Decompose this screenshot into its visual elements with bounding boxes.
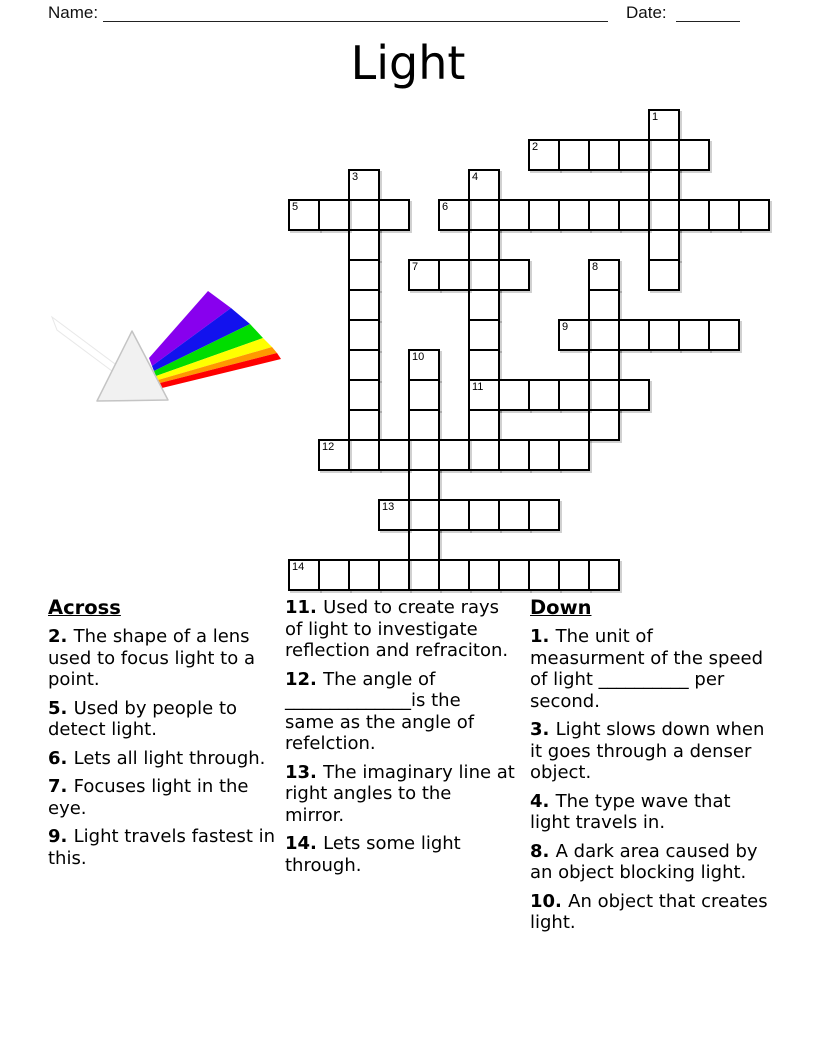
crossword-cell[interactable]: [738, 199, 770, 231]
crossword-cell[interactable]: [618, 139, 650, 171]
cell-number: 4: [472, 171, 479, 183]
crossword-cell[interactable]: [558, 199, 590, 231]
crossword-cell[interactable]: [708, 199, 740, 231]
across-clues-list-1: [48, 626, 276, 869]
clue-item-13: 13. The imaginary line at right angles to the mirror.: [285, 761, 515, 826]
crossword-cell[interactable]: [468, 559, 500, 591]
cell-number: 14: [292, 561, 305, 573]
date-label: Date:: [626, 3, 667, 22]
crossword-cell[interactable]: [498, 379, 530, 411]
clue-number-label: 14.: [285, 833, 324, 854]
clue-item-14: 14. Lets some light through.: [285, 833, 461, 876]
crossword-cell[interactable]: [708, 319, 740, 351]
clue-number-label: 3.: [530, 719, 556, 740]
crossword-cell[interactable]: [438, 439, 470, 471]
crossword-cell[interactable]: [288, 559, 320, 591]
crossword-cell[interactable]: [528, 379, 560, 411]
crossword-cell[interactable]: [348, 379, 380, 411]
crossword-cell[interactable]: [438, 259, 470, 291]
crossword-cell[interactable]: [408, 529, 440, 561]
cell-number: 5: [292, 201, 299, 213]
cell-number: 6: [442, 201, 449, 213]
crossword-cell[interactable]: [618, 319, 650, 351]
clue-number-label: 1.: [530, 626, 556, 647]
crossword-cell[interactable]: [378, 439, 410, 471]
crossword-cell[interactable]: [648, 169, 680, 201]
crossword-cell[interactable]: [468, 169, 500, 201]
crossword-cell[interactable]: [408, 499, 440, 531]
clue-item-5: 5. Used by people to detect light.: [48, 697, 238, 740]
crossword-cell[interactable]: [678, 319, 710, 351]
page-title: Light: [350, 36, 466, 90]
crossword-cell[interactable]: [348, 559, 380, 591]
crossword-cell[interactable]: [558, 319, 590, 351]
crossword-cell[interactable]: [468, 229, 500, 261]
crossword-cell[interactable]: [588, 349, 620, 381]
down-header: Down: [530, 596, 592, 619]
crossword-cell[interactable]: [558, 559, 590, 591]
crossword-cell[interactable]: [348, 229, 380, 261]
crossword-cell[interactable]: [408, 259, 440, 291]
crossword-cell[interactable]: [408, 409, 440, 441]
crossword-cell[interactable]: [468, 199, 500, 231]
crossword-cell[interactable]: [618, 379, 650, 411]
crossword-cell[interactable]: [468, 499, 500, 531]
crossword-cell[interactable]: [348, 349, 380, 381]
crossword-cell[interactable]: [678, 199, 710, 231]
crossword-cell[interactable]: [528, 499, 560, 531]
cell-number: 12: [322, 441, 335, 453]
cell-number: 13: [382, 501, 395, 513]
clue-item-10: 10. An object that creates light.: [530, 890, 768, 933]
crossword-cell[interactable]: [648, 259, 680, 291]
crossword-cell[interactable]: [408, 379, 440, 411]
cell-number: 8: [592, 261, 599, 273]
crossword-cell[interactable]: [348, 439, 380, 471]
crossword-cell[interactable]: [558, 379, 590, 411]
clue-number-label: 12.: [285, 668, 324, 690]
crossword-cell[interactable]: [468, 349, 500, 381]
crossword-cell[interactable]: [408, 439, 440, 471]
clue-number-label: 5.: [48, 697, 74, 719]
crossword-cell[interactable]: [558, 439, 590, 471]
crossword-cell[interactable]: [348, 289, 380, 321]
clue-number-label: 8.: [530, 840, 556, 862]
crossword-cell[interactable]: [528, 139, 560, 171]
crossword-cell[interactable]: [498, 499, 530, 531]
crossword-cell[interactable]: [408, 559, 440, 591]
crossword-cell[interactable]: [288, 199, 320, 231]
crossword-cell[interactable]: [498, 439, 530, 471]
clue-item-2: 2. The shape of a lens used to focus light to a point.: [48, 626, 255, 690]
crossword-cell[interactable]: [378, 559, 410, 591]
crossword-cell[interactable]: [588, 379, 620, 411]
cell-number: 10: [412, 351, 425, 363]
crossword-cell[interactable]: [408, 349, 440, 381]
crossword-cell[interactable]: [318, 199, 350, 231]
crossword-cell[interactable]: [498, 259, 530, 291]
clue-item-9: 9. Light travels fastest in this.: [48, 826, 276, 869]
crossword-cell[interactable]: [528, 559, 560, 591]
crossword-cell[interactable]: [468, 259, 500, 291]
crossword-cell[interactable]: [438, 499, 470, 531]
down-clues-list: [530, 626, 773, 934]
clue-item-11: 11. Used to create rays of light to investigate reflection and refraciton.: [285, 597, 509, 661]
crossword-cell[interactable]: [468, 439, 500, 471]
crossword-cell[interactable]: [318, 439, 350, 471]
clue-item-6: 6. Lets all light through.: [48, 747, 266, 769]
crossword-cell[interactable]: [588, 319, 620, 351]
crossword-cell[interactable]: [588, 409, 620, 441]
clue-item-4: 4. The type wave that light travels in.: [530, 790, 731, 833]
crossword-cell[interactable]: [528, 439, 560, 471]
clue-number-label: 10.: [530, 890, 569, 912]
cell-number: 9: [562, 321, 569, 333]
clue-number-label: 11.: [285, 597, 324, 618]
crossword-cell[interactable]: [648, 139, 680, 171]
crossword-cell[interactable]: [498, 199, 530, 231]
cell-number: 2: [532, 141, 539, 153]
crossword-cell[interactable]: [348, 199, 380, 231]
clue-item-7: 7. Focuses light in the eye.: [48, 776, 249, 819]
crossword-cell[interactable]: [618, 199, 650, 231]
crossword-cell[interactable]: [588, 259, 620, 291]
crossword-cell[interactable]: [468, 319, 500, 351]
crossword-cell[interactable]: [558, 139, 590, 171]
crossword-cell[interactable]: [678, 139, 710, 171]
clue-item-8: 8. A dark area caused by an object blocking light.: [530, 840, 758, 883]
cell-number: 11: [472, 381, 484, 393]
clue-number-label: 7.: [48, 776, 74, 797]
down-clues-column: [530, 597, 773, 941]
cell-number: 3: [352, 171, 359, 183]
crossword-cell[interactable]: [498, 559, 530, 591]
across-clues-list-2: [285, 597, 515, 876]
across-clues-column-2: [285, 597, 515, 883]
crossword-cell[interactable]: [468, 409, 500, 441]
clue-item-12: 12. The angle of ______________is the same as the angle of refelction.: [285, 668, 475, 754]
crossword-cell[interactable]: [648, 109, 680, 141]
crossword-cell[interactable]: [468, 289, 500, 321]
crossword-cell[interactable]: [648, 229, 680, 261]
crossword-cell[interactable]: [468, 379, 500, 411]
across-clues-column-1: [48, 597, 276, 876]
crossword-cell[interactable]: [348, 169, 380, 201]
crossword-cell[interactable]: [588, 559, 620, 591]
crossword-cell[interactable]: [378, 199, 410, 231]
crossword-cell[interactable]: [438, 559, 470, 591]
clue-number-label: 4.: [530, 790, 556, 812]
crossword-cell[interactable]: [528, 199, 560, 231]
crossword-cell[interactable]: [588, 199, 620, 231]
crossword-cell[interactable]: [348, 319, 380, 351]
clue-number-label: 6.: [48, 747, 74, 769]
crossword-cell[interactable]: [438, 199, 470, 231]
crossword-cell[interactable]: [348, 409, 380, 441]
crossword-cell[interactable]: [318, 559, 350, 591]
crossword-cell[interactable]: [588, 289, 620, 321]
crossword-cell[interactable]: [378, 499, 410, 531]
clue-item-3: 3. Light slows down when it goes through a denser object.: [530, 719, 765, 783]
across-header: Across: [48, 596, 121, 619]
clue-number-label: 2.: [48, 626, 74, 647]
cell-number: 7: [412, 261, 419, 273]
clue-number-label: 13.: [285, 761, 324, 783]
crossword-cell[interactable]: [588, 139, 620, 171]
crossword-cell[interactable]: [648, 319, 680, 351]
clue-number-label: 9.: [48, 826, 74, 847]
date-input-line[interactable]: [676, 3, 740, 22]
crossword-cell[interactable]: [348, 259, 380, 291]
cell-number: 1: [652, 111, 659, 123]
name-input-line[interactable]: [103, 3, 608, 22]
crossword-cell[interactable]: [408, 469, 440, 501]
crossword-cell[interactable]: [648, 199, 680, 231]
clue-item-1: 1. The unit of measurment of the speed of light __________ per second.: [530, 626, 764, 712]
name-label: Name:: [48, 3, 99, 22]
prism-illustration: [45, 278, 290, 428]
